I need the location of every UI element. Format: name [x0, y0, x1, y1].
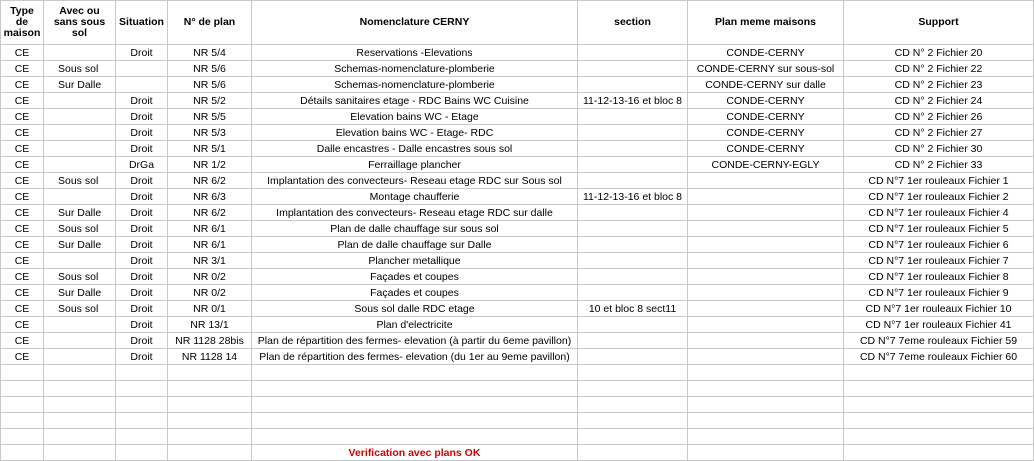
- cell-sous-sol[interactable]: Sur Dalle: [44, 237, 116, 253]
- header-plan-meme-maisons[interactable]: Plan meme maisons: [688, 1, 844, 45]
- cell-situation[interactable]: Droit: [116, 253, 168, 269]
- cell-type[interactable]: CE: [1, 45, 44, 61]
- cell-sous-sol[interactable]: Sous sol: [44, 269, 116, 285]
- cell-section[interactable]: [578, 285, 688, 301]
- table-row: [1, 141, 1034, 157]
- header-situation[interactable]: Situation: [116, 1, 168, 45]
- table-row: [1, 173, 1034, 189]
- cell-nomenclature[interactable]: Plan de dalle chauffage sur sous sol: [252, 221, 578, 237]
- cell-type[interactable]: CE: [1, 237, 44, 253]
- empty-cell[interactable]: [844, 413, 1034, 429]
- cell-nomenclature[interactable]: Plancher metallique: [252, 253, 578, 269]
- cell-section[interactable]: [578, 141, 688, 157]
- cell-plan[interactable]: NR 5/5: [168, 109, 252, 125]
- cell-nomenclature[interactable]: Plan de répartition des fermes- elevation (du 1er au 9eme pavillon): [252, 349, 578, 365]
- cell-nomenclature[interactable]: Implantation des convecteurs- Reseau etage RDC sur dalle: [252, 205, 578, 221]
- empty-cell[interactable]: [252, 413, 578, 429]
- cell-section[interactable]: 11-12-13-16 et bloc 8: [578, 189, 688, 205]
- cell-nomenclature[interactable]: Schemas-nomenclature-plomberie: [252, 77, 578, 93]
- empty-cell[interactable]: [168, 413, 252, 429]
- cell-situation[interactable]: Droit: [116, 301, 168, 317]
- cell-plan[interactable]: NR 13/1: [168, 317, 252, 333]
- cell-sous-sol[interactable]: Sous sol: [44, 61, 116, 77]
- cell-type[interactable]: CE: [1, 349, 44, 365]
- cell-plan-meme[interactable]: CONDE-CERNY sur dalle: [688, 77, 844, 93]
- cell-situation[interactable]: [116, 77, 168, 93]
- cell-section[interactable]: [578, 205, 688, 221]
- cell-nomenclature[interactable]: Montage chaufferie: [252, 189, 578, 205]
- verification-note[interactable]: Verification avec plans OK: [252, 445, 578, 461]
- cell-nomenclature[interactable]: Reservations -Elevations: [252, 45, 578, 61]
- cell-support[interactable]: CD N° 2 Fichier 23: [844, 77, 1034, 93]
- cell-sous-sol[interactable]: Sur Dalle: [44, 285, 116, 301]
- empty-cell[interactable]: [688, 365, 844, 381]
- empty-cell[interactable]: [44, 397, 116, 413]
- cell-section[interactable]: [578, 61, 688, 77]
- empty-cell[interactable]: [44, 445, 116, 461]
- cell-sous-sol[interactable]: Sous sol: [44, 221, 116, 237]
- cell-situation[interactable]: Droit: [116, 189, 168, 205]
- cell-support[interactable]: CD N° 2 Fichier 20: [844, 45, 1034, 61]
- empty-cell[interactable]: [44, 381, 116, 397]
- cell-sous-sol[interactable]: [44, 349, 116, 365]
- table-row: [1, 189, 1034, 205]
- cell-sous-sol[interactable]: [44, 157, 116, 173]
- empty-cell[interactable]: [116, 445, 168, 461]
- empty-cell[interactable]: [252, 381, 578, 397]
- cell-sous-sol[interactable]: [44, 93, 116, 109]
- cell-section[interactable]: [578, 173, 688, 189]
- cell-type[interactable]: CE: [1, 173, 44, 189]
- cell-type[interactable]: CE: [1, 269, 44, 285]
- cell-section[interactable]: 11-12-13-16 et bloc 8: [578, 93, 688, 109]
- header-support[interactable]: Support: [844, 1, 1034, 45]
- empty-cell[interactable]: [578, 429, 688, 445]
- cell-plan-meme[interactable]: [688, 301, 844, 317]
- cell-section[interactable]: [578, 221, 688, 237]
- empty-cell[interactable]: [252, 365, 578, 381]
- cell-plan[interactable]: NR 6/3: [168, 189, 252, 205]
- cell-nomenclature[interactable]: Schemas-nomenclature-plomberie: [252, 61, 578, 77]
- cell-plan-meme[interactable]: [688, 333, 844, 349]
- cell-support[interactable]: CD N° 2 Fichier 27: [844, 125, 1034, 141]
- empty-cell[interactable]: [578, 365, 688, 381]
- cell-nomenclature[interactable]: Détails sanitaires etage - RDC Bains WC Cuisine: [252, 93, 578, 109]
- cell-sous-sol[interactable]: Sur Dalle: [44, 205, 116, 221]
- cell-plan-meme[interactable]: CONDE-CERNY: [688, 109, 844, 125]
- empty-cell[interactable]: [168, 381, 252, 397]
- empty-cell[interactable]: [252, 397, 578, 413]
- cell-plan-meme[interactable]: [688, 221, 844, 237]
- table-row: [1, 269, 1034, 285]
- cell-plan-meme[interactable]: [688, 205, 844, 221]
- table-row: [1, 349, 1034, 365]
- cell-plan-meme[interactable]: CONDE-CERNY: [688, 93, 844, 109]
- cell-plan[interactable]: NR 1128 14: [168, 349, 252, 365]
- empty-cell[interactable]: [1, 413, 44, 429]
- cell-section[interactable]: [578, 237, 688, 253]
- cell-plan[interactable]: NR 1/2: [168, 157, 252, 173]
- empty-cell[interactable]: [44, 413, 116, 429]
- cell-plan-meme[interactable]: [688, 317, 844, 333]
- empty-cell[interactable]: [1, 381, 44, 397]
- cell-plan[interactable]: NR 0/2: [168, 285, 252, 301]
- cell-support[interactable]: CD N°7 1er rouleaux Fichier 5: [844, 221, 1034, 237]
- cell-nomenclature[interactable]: Sous sol dalle RDC etage: [252, 301, 578, 317]
- cell-type[interactable]: CE: [1, 317, 44, 333]
- cell-plan[interactable]: NR 6/2: [168, 205, 252, 221]
- cell-plan[interactable]: NR 5/3: [168, 125, 252, 141]
- empty-cell[interactable]: [116, 381, 168, 397]
- cell-sous-sol[interactable]: [44, 125, 116, 141]
- empty-row: [1, 413, 1034, 429]
- cell-sous-sol[interactable]: [44, 45, 116, 61]
- cell-support[interactable]: CD N°7 7eme rouleaux Fichier 60: [844, 349, 1034, 365]
- cell-support[interactable]: CD N°7 1er rouleaux Fichier 10: [844, 301, 1034, 317]
- cell-situation[interactable]: Droit: [116, 141, 168, 157]
- cell-plan[interactable]: NR 6/1: [168, 237, 252, 253]
- cell-situation[interactable]: Droit: [116, 285, 168, 301]
- empty-cell[interactable]: [116, 413, 168, 429]
- cell-support[interactable]: CD N° 2 Fichier 33: [844, 157, 1034, 173]
- cell-situation[interactable]: Droit: [116, 109, 168, 125]
- cell-plan[interactable]: NR 5/1: [168, 141, 252, 157]
- cell-support[interactable]: CD N° 2 Fichier 30: [844, 141, 1034, 157]
- cell-support[interactable]: CD N°7 1er rouleaux Fichier 8: [844, 269, 1034, 285]
- footer-row: [1, 445, 1034, 461]
- cell-section[interactable]: [578, 253, 688, 269]
- cell-nomenclature[interactable]: Plan de répartition des fermes- elevation (à partir du 6eme pavillon): [252, 333, 578, 349]
- cell-nomenclature[interactable]: Implantation des convecteurs- Reseau etage RDC sur Sous sol: [252, 173, 578, 189]
- cell-section[interactable]: [578, 333, 688, 349]
- empty-cell[interactable]: [44, 365, 116, 381]
- cell-sous-sol[interactable]: [44, 253, 116, 269]
- cell-plan-meme[interactable]: CONDE-CERNY: [688, 125, 844, 141]
- cell-plan[interactable]: NR 1128 28bis: [168, 333, 252, 349]
- cell-support[interactable]: CD N°7 1er rouleaux Fichier 2: [844, 189, 1034, 205]
- table-row: [1, 93, 1034, 109]
- cell-nomenclature[interactable]: Dalle encastres - Dalle encastres sous sol: [252, 141, 578, 157]
- cell-sous-sol[interactable]: [44, 333, 116, 349]
- cell-situation[interactable]: DrGa: [116, 157, 168, 173]
- cell-support[interactable]: CD N° 2 Fichier 22: [844, 61, 1034, 77]
- cell-section[interactable]: [578, 109, 688, 125]
- empty-cell[interactable]: [44, 429, 116, 445]
- empty-cell[interactable]: [1, 429, 44, 445]
- cell-situation[interactable]: Droit: [116, 269, 168, 285]
- table-row: [1, 61, 1034, 77]
- cell-plan[interactable]: NR 5/6: [168, 77, 252, 93]
- cell-nomenclature[interactable]: Façades et coupes: [252, 285, 578, 301]
- table-row: [1, 317, 1034, 333]
- cell-situation[interactable]: Droit: [116, 333, 168, 349]
- cell-plan-meme[interactable]: [688, 349, 844, 365]
- cell-plan[interactable]: NR 6/2: [168, 173, 252, 189]
- cell-section[interactable]: [578, 269, 688, 285]
- cell-nomenclature[interactable]: Plan de dalle chauffage sur Dalle: [252, 237, 578, 253]
- cell-nomenclature[interactable]: Plan d'electricite: [252, 317, 578, 333]
- cell-type[interactable]: CE: [1, 253, 44, 269]
- cell-situation[interactable]: Droit: [116, 125, 168, 141]
- empty-cell[interactable]: [578, 381, 688, 397]
- cell-type[interactable]: CE: [1, 77, 44, 93]
- empty-row: [1, 397, 1034, 413]
- cell-plan-meme[interactable]: [688, 173, 844, 189]
- header-sous-sol[interactable]: Avec ou sans sous sol: [44, 1, 116, 45]
- cell-section[interactable]: [578, 125, 688, 141]
- cell-support[interactable]: CD N°7 1er rouleaux Fichier 1: [844, 173, 1034, 189]
- empty-cell[interactable]: [578, 397, 688, 413]
- table-row: [1, 125, 1034, 141]
- cell-support[interactable]: CD N°7 7eme rouleaux Fichier 59: [844, 333, 1034, 349]
- header-row: [1, 1, 1034, 45]
- cell-support[interactable]: CD N°7 1er rouleaux Fichier 7: [844, 253, 1034, 269]
- empty-cell[interactable]: [168, 365, 252, 381]
- table-row: [1, 237, 1034, 253]
- cell-situation[interactable]: Droit: [116, 45, 168, 61]
- cell-support[interactable]: CD N° 2 Fichier 26: [844, 109, 1034, 125]
- header-nomenclature[interactable]: Nomenclature CERNY: [252, 1, 578, 45]
- empty-cell[interactable]: [688, 429, 844, 445]
- cell-type[interactable]: CE: [1, 221, 44, 237]
- empty-cell[interactable]: [688, 445, 844, 461]
- cell-situation[interactable]: [116, 61, 168, 77]
- table-row: [1, 157, 1034, 173]
- cell-sous-sol[interactable]: Sous sol: [44, 173, 116, 189]
- cell-type[interactable]: CE: [1, 141, 44, 157]
- cell-section[interactable]: 10 et bloc 8 sect11: [578, 301, 688, 317]
- cell-plan[interactable]: NR 0/2: [168, 269, 252, 285]
- cell-support[interactable]: CD N°7 1er rouleaux Fichier 6: [844, 237, 1034, 253]
- empty-cell[interactable]: [1, 365, 44, 381]
- cell-sous-sol[interactable]: [44, 141, 116, 157]
- empty-cell[interactable]: [1, 397, 44, 413]
- cell-support[interactable]: CD N°7 1er rouleaux Fichier 9: [844, 285, 1034, 301]
- empty-cell[interactable]: [578, 413, 688, 429]
- empty-cell[interactable]: [116, 397, 168, 413]
- cell-sous-sol[interactable]: Sous sol: [44, 301, 116, 317]
- table-row: [1, 77, 1034, 93]
- cell-situation[interactable]: Droit: [116, 221, 168, 237]
- cell-situation[interactable]: Droit: [116, 349, 168, 365]
- cell-plan-meme[interactable]: [688, 253, 844, 269]
- header-numero-plan[interactable]: N° de plan: [168, 1, 252, 45]
- table-row: [1, 221, 1034, 237]
- cell-plan-meme[interactable]: [688, 285, 844, 301]
- cell-plan-meme[interactable]: [688, 269, 844, 285]
- empty-cell[interactable]: [844, 365, 1034, 381]
- cell-nomenclature[interactable]: Façades et coupes: [252, 269, 578, 285]
- cell-plan[interactable]: NR 3/1: [168, 253, 252, 269]
- cell-type[interactable]: CE: [1, 93, 44, 109]
- cell-type[interactable]: CE: [1, 205, 44, 221]
- empty-cell[interactable]: [252, 429, 578, 445]
- cell-sous-sol[interactable]: [44, 109, 116, 125]
- cell-type[interactable]: CE: [1, 125, 44, 141]
- empty-cell[interactable]: [116, 365, 168, 381]
- empty-cell[interactable]: [168, 429, 252, 445]
- empty-row: [1, 381, 1034, 397]
- empty-cell[interactable]: [168, 397, 252, 413]
- empty-cell[interactable]: [688, 381, 844, 397]
- cell-plan[interactable]: NR 5/4: [168, 45, 252, 61]
- cell-nomenclature[interactable]: Elevation bains WC - Etage- RDC: [252, 125, 578, 141]
- empty-cell[interactable]: [688, 397, 844, 413]
- empty-row: [1, 429, 1034, 445]
- cell-plan[interactable]: NR 0/1: [168, 301, 252, 317]
- cell-support[interactable]: CD N°7 1er rouleaux Fichier 4: [844, 205, 1034, 221]
- cell-plan-meme[interactable]: [688, 237, 844, 253]
- table-row: [1, 109, 1034, 125]
- cell-type[interactable]: CE: [1, 189, 44, 205]
- table-row: [1, 253, 1034, 269]
- table-row: [1, 45, 1034, 61]
- cell-sous-sol[interactable]: [44, 317, 116, 333]
- empty-cell[interactable]: [116, 429, 168, 445]
- cell-plan[interactable]: NR 5/2: [168, 93, 252, 109]
- empty-cell[interactable]: [168, 445, 252, 461]
- empty-cell[interactable]: [578, 445, 688, 461]
- cell-sous-sol[interactable]: [44, 189, 116, 205]
- cell-situation[interactable]: Droit: [116, 173, 168, 189]
- cell-section[interactable]: [578, 45, 688, 61]
- cell-situation[interactable]: Droit: [116, 317, 168, 333]
- cell-plan-meme[interactable]: CONDE-CERNY: [688, 141, 844, 157]
- header-section[interactable]: section: [578, 1, 688, 45]
- cell-plan-meme[interactable]: CONDE-CERNY: [688, 45, 844, 61]
- empty-cell[interactable]: [844, 445, 1034, 461]
- cell-nomenclature[interactable]: Ferraillage plancher: [252, 157, 578, 173]
- table-row: [1, 205, 1034, 221]
- cell-plan-meme[interactable]: CONDE-CERNY sur sous-sol: [688, 61, 844, 77]
- table-row: [1, 333, 1034, 349]
- table-body: [1, 45, 1034, 461]
- empty-cell[interactable]: [844, 397, 1034, 413]
- table-row: [1, 301, 1034, 317]
- header-type-maison[interactable]: Type de maison: [1, 1, 44, 45]
- cell-plan-meme[interactable]: CONDE-CERNY-EGLY: [688, 157, 844, 173]
- empty-cell[interactable]: [688, 413, 844, 429]
- cell-plan[interactable]: NR 5/6: [168, 61, 252, 77]
- cell-plan-meme[interactable]: [688, 189, 844, 205]
- cell-situation[interactable]: Droit: [116, 93, 168, 109]
- cell-plan[interactable]: NR 6/1: [168, 221, 252, 237]
- cell-sous-sol[interactable]: Sur Dalle: [44, 77, 116, 93]
- cell-type[interactable]: CE: [1, 61, 44, 77]
- empty-row: [1, 365, 1034, 381]
- cell-nomenclature[interactable]: Elevation bains WC - Etage: [252, 109, 578, 125]
- cell-situation[interactable]: Droit: [116, 205, 168, 221]
- cell-type[interactable]: CE: [1, 109, 44, 125]
- cell-section[interactable]: [578, 317, 688, 333]
- cell-situation[interactable]: Droit: [116, 237, 168, 253]
- cell-type[interactable]: CE: [1, 333, 44, 349]
- cell-section[interactable]: [578, 157, 688, 173]
- cell-type[interactable]: CE: [1, 157, 44, 173]
- empty-cell[interactable]: [1, 445, 44, 461]
- table-row: [1, 285, 1034, 301]
- empty-cell[interactable]: [844, 429, 1034, 445]
- cell-section[interactable]: [578, 77, 688, 93]
- cell-section[interactable]: [578, 349, 688, 365]
- empty-cell[interactable]: [844, 381, 1034, 397]
- cell-support[interactable]: CD N° 2 Fichier 24: [844, 93, 1034, 109]
- cell-type[interactable]: CE: [1, 301, 44, 317]
- cell-type[interactable]: CE: [1, 285, 44, 301]
- cell-support[interactable]: CD N°7 1er rouleaux Fichier 41: [844, 317, 1034, 333]
